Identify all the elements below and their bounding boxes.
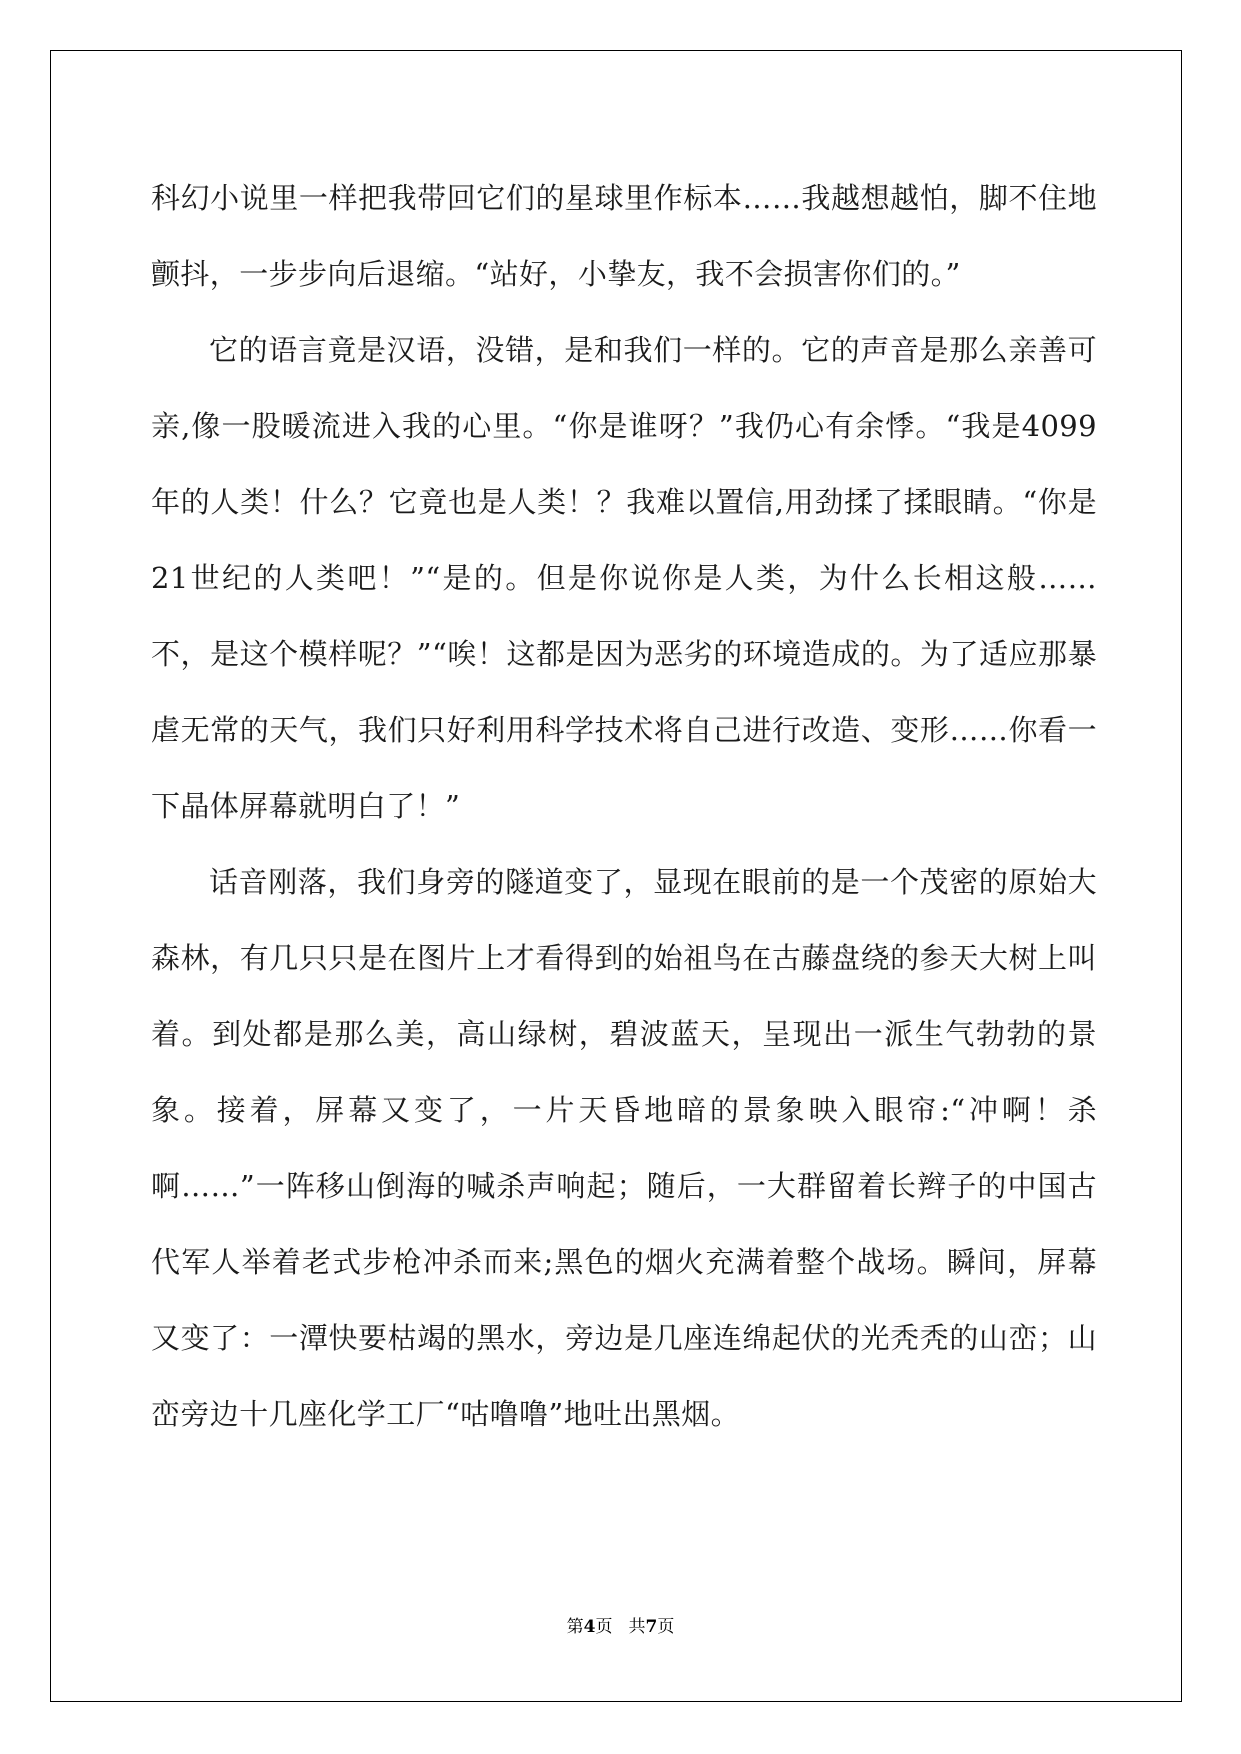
page-unit: 页 — [595, 1617, 613, 1637]
page-total: 7 — [645, 1617, 658, 1637]
total-prefix: 共 — [628, 1617, 646, 1637]
document-body — [151, 160, 1097, 1452]
total-unit: 页 — [657, 1617, 675, 1637]
page-footer — [0, 1612, 1241, 1637]
paragraph: 科幻小说里一样把我带回它们的星球里作标本……我越想越怕，脚不住地颤抖，一步步向后退缩。“站好，小挚友，我不会损害你们的。” — [151, 181, 1097, 291]
page-current: 4 — [583, 1617, 596, 1637]
paragraph: 它的语言竟是汉语，没错，是和我们一样的。它的声音是那么亲善可亲,像一股暖流进入我的心里。“你是谁呀？”我仍心有余悸。“我是4099年的人类！什么？它竟也是人类！？我难以置信,用劲揉了揉眼睛。“你是21世纪的人类吧！”“是的。但是你说你是人类，为什么长相这般……不，是这个模样呢？”“唉！这都是因为恶劣的环境造成的。为了适应那暴虐无常的天气，我们只好利用科学技术将自己进行改造、变形……你看一下晶体屏幕就明白了！” — [151, 333, 1097, 823]
page-prefix: 第 — [566, 1617, 584, 1637]
paragraph: 话音刚落，我们身旁的隧道变了，显现在眼前的是一个茂密的原始大森林，有几只只是在图片上才看得到的始祖鸟在古藤盘绕的参天大树上叫着。到处都是那么美，高山绿树，碧波蓝天，呈现出一派生气勃勃的景象。接着，屏幕又变了，一片天昏地暗的景象映入眼帘:“冲啊！杀啊……”一阵移山倒海的喊杀声响起；随后，一大群留着长辫子的中国古代军人举着老式步枪冲杀而来;黑色的烟火充满着整个战场。瞬间，屏幕又变了：一潭快要枯竭的黑水，旁边是几座连绵起伏的光秃秃的山峦；山峦旁边十几座化学工厂“咕噜噜”地吐出黑烟。 — [151, 865, 1097, 1431]
